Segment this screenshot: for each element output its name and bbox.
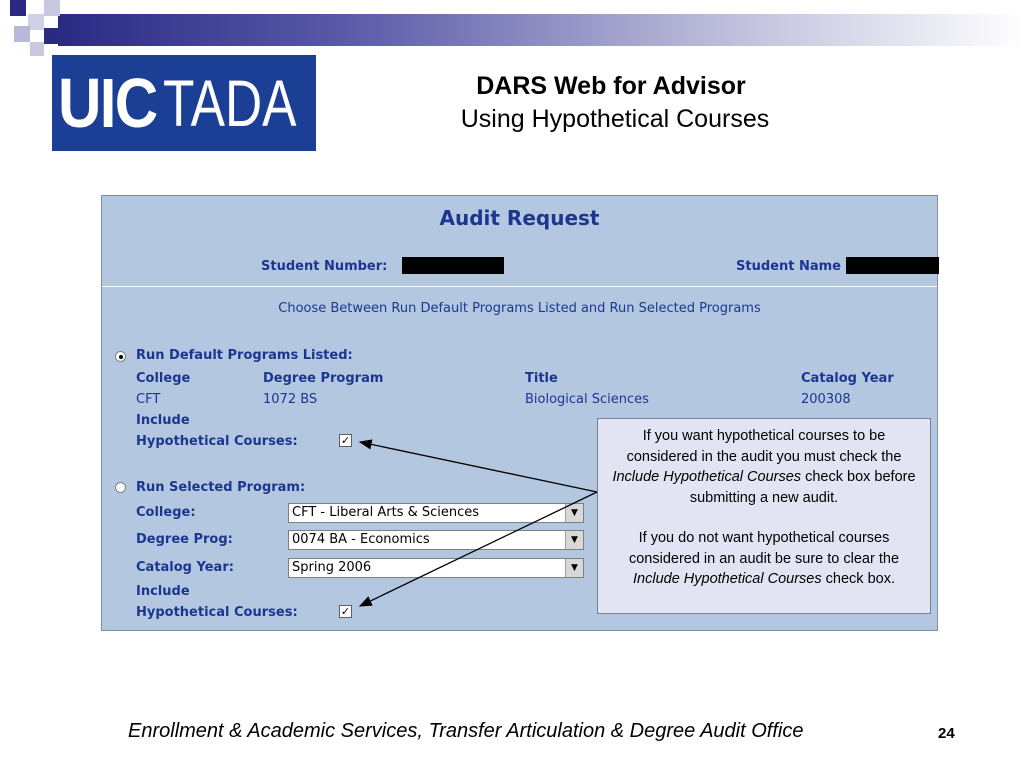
checkmark-icon: ✓ — [340, 605, 351, 618]
default-title-value: Biological Sciences — [525, 392, 649, 407]
callout-text: check box before submitting a new audit. — [689, 469, 916, 506]
page-number: 24 — [938, 725, 955, 742]
selected-include-label-2: Hypothetical Courses: — [136, 605, 298, 620]
default-college-value: CFT — [136, 392, 161, 407]
run-default-label: Run Default Programs Listed: — [136, 348, 353, 363]
student-name-label: Student Name — [736, 259, 841, 274]
college-label: College: — [136, 505, 196, 520]
run-selected-label: Run Selected Program: — [136, 480, 306, 495]
callout-emphasis: Include Hypothetical Courses — [633, 571, 822, 587]
catalog-year-label: Catalog Year: — [136, 560, 234, 575]
chevron-down-icon[interactable]: ▼ — [565, 531, 583, 549]
column-header-catalog-year: Catalog Year — [801, 371, 894, 386]
arrow-to-selected-checkbox — [360, 492, 597, 606]
audit-request-title: Audit Request — [439, 206, 600, 230]
selected-include-label-1: Include — [136, 584, 190, 599]
default-catalog-value: 200308 — [801, 392, 851, 407]
checkmark-icon: ✓ — [340, 434, 351, 447]
default-include-label-2: Hypothetical Courses: — [136, 434, 298, 449]
catalog-year-select-value: Spring 2006 — [292, 560, 372, 575]
degree-prog-label: Degree Prog: — [136, 532, 233, 547]
callout-text: If you do not want hypothetical courses considered in an audit be sure to clear the — [628, 530, 900, 567]
default-degree-value: 1072 BS — [263, 392, 318, 407]
chevron-down-icon[interactable]: ▼ — [565, 559, 583, 577]
callout-emphasis: Include Hypothetical Courses — [612, 469, 802, 485]
student-number-label: Student Number: — [261, 259, 388, 274]
slide-title-main: DARS Web for Advisor — [476, 72, 746, 100]
footer-text: Enrollment & Academic Services, Transfer Articulation & Degree Audit Office — [128, 720, 804, 742]
logo-tada-text: TADA — [162, 66, 297, 140]
college-select-value: CFT - Liberal Arts & Sciences — [292, 505, 480, 520]
callout-text: If you want hypothetical courses to be considered in the audit you must check the — [626, 428, 902, 465]
arrow-to-default-checkbox — [360, 442, 597, 492]
column-header-title: Title — [525, 371, 558, 386]
instruction-text: Choose Between Run Default Programs Listed and Run Selected Programs — [278, 301, 761, 316]
slide-subtitle: Using Hypothetical Courses — [460, 105, 770, 133]
degree-prog-select-value: 0074 BA - Economics — [292, 532, 430, 547]
callout-text: check box. — [825, 571, 895, 587]
column-header-college: College — [136, 371, 191, 386]
logo-uic-text: UIC — [58, 64, 157, 142]
column-header-degree-program: Degree Program — [263, 371, 384, 386]
chevron-down-icon[interactable]: ▼ — [565, 504, 583, 522]
default-include-label-1: Include — [136, 413, 190, 428]
